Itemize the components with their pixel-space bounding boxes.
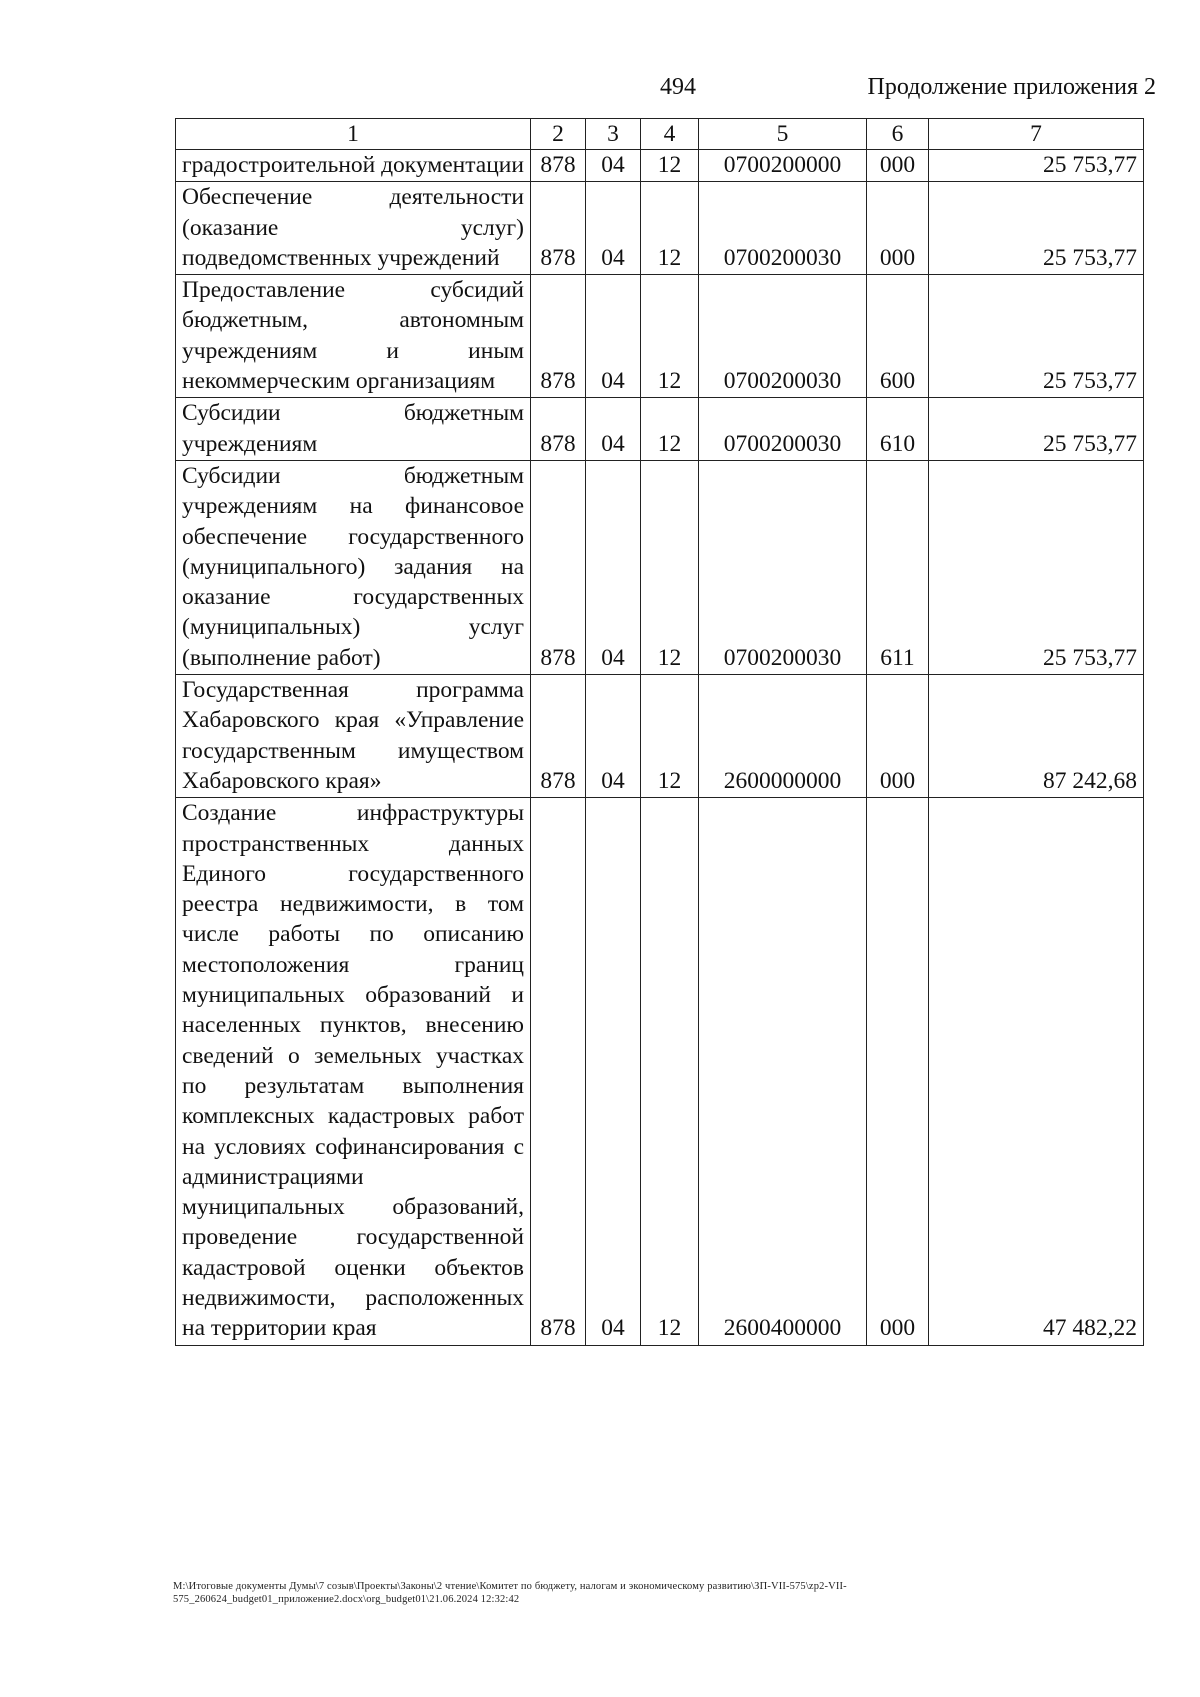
- cell-col5: 0700200030: [699, 460, 867, 674]
- cell-col6: 000: [867, 182, 929, 275]
- cell-col6: 610: [867, 398, 929, 461]
- row-name: Субсидии бюджетным учреждениям на финансовое обеспечение государственного (муниципального) задания на оказание государственных (муниципальных) услуг (выполнение работ): [176, 460, 531, 674]
- cell-col6: 611: [867, 460, 929, 674]
- cell-col3: 04: [586, 675, 641, 798]
- table-header-row: [176, 119, 1144, 150]
- cell-col7: 87 242,68: [929, 675, 1144, 798]
- table-row: [176, 275, 1144, 398]
- cell-col4: 12: [641, 460, 699, 674]
- cell-col6: 000: [867, 798, 929, 1345]
- cell-col7: 47 482,22: [929, 798, 1144, 1345]
- row-name: Предоставление субсидий бюджетным, автономным учреждениям и иным некоммерческим организациям: [176, 275, 531, 398]
- row-name: Государственная программа Хабаровского края «Управление государственным имуществом Хабаровского края»: [176, 675, 531, 798]
- appendix-continuation-note: Продолжение приложения 2: [867, 74, 1156, 100]
- cell-col3: 04: [586, 798, 641, 1345]
- cell-col2: 878: [531, 275, 586, 398]
- cell-col5: 0700200030: [699, 182, 867, 275]
- cell-col3: 04: [586, 460, 641, 674]
- cell-col3: 04: [586, 150, 641, 182]
- cell-col2: 878: [531, 182, 586, 275]
- cell-col5: 0700200000: [699, 150, 867, 182]
- table-row: [176, 182, 1144, 275]
- cell-col5: 2600000000: [699, 675, 867, 798]
- cell-col2: 878: [531, 398, 586, 461]
- cell-col7: 25 753,77: [929, 150, 1144, 182]
- cell-col5: 0700200030: [699, 275, 867, 398]
- cell-col2: 878: [531, 798, 586, 1345]
- cell-col5: 2600400000: [699, 798, 867, 1345]
- cell-col6: 000: [867, 150, 929, 182]
- cell-col4: 12: [641, 675, 699, 798]
- table-row: [176, 798, 1144, 1345]
- cell-col3: 04: [586, 275, 641, 398]
- table-row: [176, 675, 1144, 798]
- column-header: 2: [531, 119, 586, 150]
- cell-col4: 12: [641, 398, 699, 461]
- row-name: Субсидии бюджетным учреждениям: [176, 398, 531, 461]
- table-row: [176, 398, 1144, 461]
- cell-col7: 25 753,77: [929, 398, 1144, 461]
- cell-col7: 25 753,77: [929, 275, 1144, 398]
- cell-col4: 12: [641, 150, 699, 182]
- table-row: [176, 460, 1144, 674]
- cell-col4: 12: [641, 798, 699, 1345]
- cell-col2: 878: [531, 460, 586, 674]
- cell-col5: 0700200030: [699, 398, 867, 461]
- cell-col2: 878: [531, 675, 586, 798]
- column-header: 6: [867, 119, 929, 150]
- cell-col6: 600: [867, 275, 929, 398]
- column-header: 4: [641, 119, 699, 150]
- cell-col4: 12: [641, 275, 699, 398]
- cell-col6: 000: [867, 675, 929, 798]
- cell-col4: 12: [641, 182, 699, 275]
- row-name: градостроительной документации: [176, 150, 531, 182]
- row-name: Обеспечение деятельности (оказание услуг) подведомственных учреждений: [176, 182, 531, 275]
- document-path-footer: M:\Итоговые документы Думы\7 созыв\Проекты\Законы\2 чтение\Комитет по бюджету, налогам и экономическому развитию\ЗП-VII-575\zp2-VII-575_260624_budget01_приложение2.docx\org_budget01\21.06.2024 12:32:42: [173, 1581, 847, 1605]
- column-header: 3: [586, 119, 641, 150]
- column-header: 1: [176, 119, 531, 150]
- page-number: 494: [660, 74, 696, 100]
- table-row: [176, 150, 1144, 182]
- cell-col7: 25 753,77: [929, 460, 1144, 674]
- cell-col3: 04: [586, 182, 641, 275]
- cell-col2: 878: [531, 150, 586, 182]
- cell-col3: 04: [586, 398, 641, 461]
- budget-table: [175, 118, 1144, 1346]
- column-header: 7: [929, 119, 1144, 150]
- column-header: 5: [699, 119, 867, 150]
- cell-col7: 25 753,77: [929, 182, 1144, 275]
- row-name: Создание инфраструктуры пространственных данных Единого государственного реестра недвижимости, в том числе работы по описанию местоположения границ муниципальных образований и населенных пунктов, внесению сведений о земельных участках по результатам выполнения комплексных кадастровых работ на условиях софинансирования с администрациями муниципальных образований, проведение государственной кадастровой оценки объектов недвижимости, расположенных на территории края: [176, 798, 531, 1345]
